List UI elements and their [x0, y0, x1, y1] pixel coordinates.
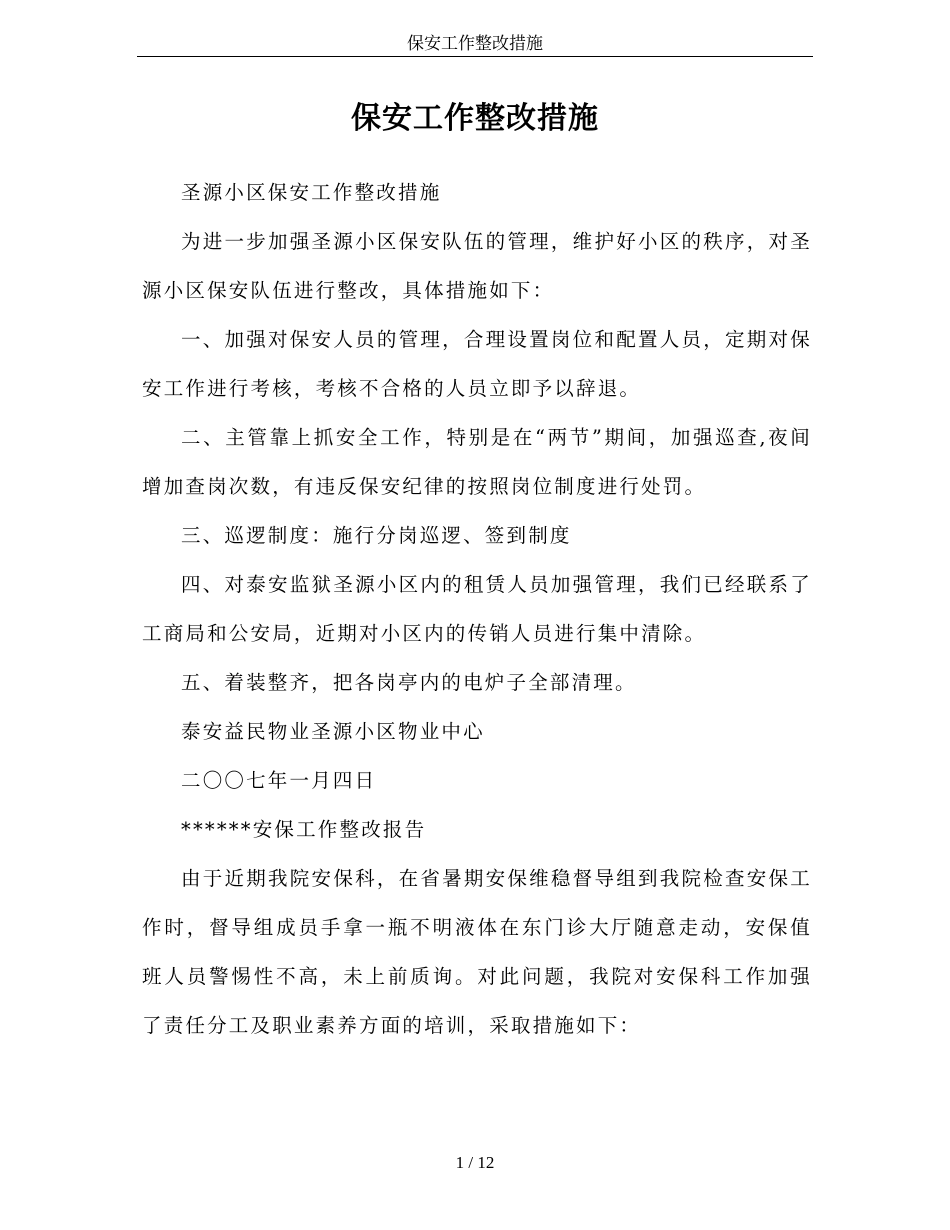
- paragraph-report-body: 由于近期我院安保科，在省暑期安保维稳督导组到我院检查安保工作时，督导组成员手拿一瓶不明液体在东门诊大厅随意走动，安保值班人员警惕性不高，未上前质询。对此问题，我院对安保科工作加强了责任分工及职业素养方面的培训，采取措施如下：: [142, 867, 812, 1037]
- paragraph-signature-date: 二〇〇七年一月四日: [181, 769, 377, 792]
- running-header: 保安工作整改措施: [137, 32, 813, 57]
- page-number: 1 / 12: [455, 1153, 495, 1172]
- paragraph-item-2: 二、主管靠上抓安全工作，特别是在“两节”期间，加强巡查,夜间增加查岗次数，有违反保安纪律的按照岗位制度进行处罚。: [142, 426, 812, 498]
- paragraph-signature-org: 泰安益民物业圣源小区物业中心: [181, 720, 485, 743]
- paragraph-item-4: 四、对泰安监狱圣源小区内的租赁人员加强管理，我们已经联系了工商局和公安局，近期对小区内的传销人员进行集中清除。: [142, 573, 812, 645]
- document-body: [142, 168, 812, 1050]
- paragraph-report-heading: ******安保工作整改报告: [181, 818, 427, 841]
- paragraph-item-1: 一、加强对保安人员的管理，合理设置岗位和配置人员，定期对保安工作进行考核，考核不合格的人员立即予以辞退。: [142, 328, 812, 400]
- document-title: 保安工作整改措施: [351, 101, 599, 136]
- paragraph-intro: 为进一步加强圣源小区保安队伍的管理，维护好小区的秩序，对圣源小区保安队伍进行整改，具体措施如下：: [142, 230, 812, 302]
- paragraph-subtitle: 圣源小区保安工作整改措施: [181, 181, 442, 204]
- paragraph-item-5: 五、着装整齐，把各岗亭内的电炉子全部清理。: [181, 671, 637, 694]
- paragraph-item-3: 三、巡逻制度：施行分岗巡逻、签到制度: [181, 524, 572, 547]
